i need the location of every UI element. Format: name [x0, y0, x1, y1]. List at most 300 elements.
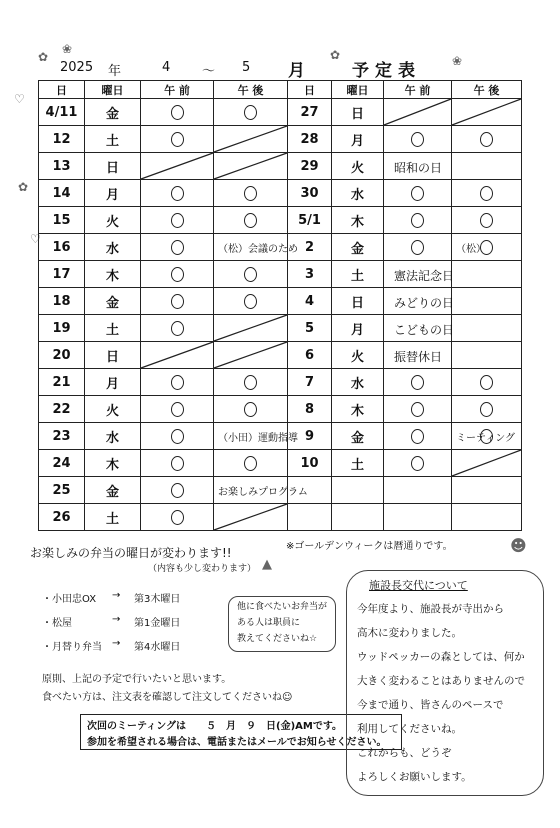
am-cell — [384, 504, 452, 531]
day-cell — [39, 207, 85, 234]
weekday-cell — [332, 261, 384, 288]
meeting-line: 参加を希望される場合は、電話またはメールでお知らせください。 — [87, 737, 387, 748]
weekday-cell — [85, 423, 141, 450]
schedule-row — [39, 342, 288, 369]
director-line: これからも、どうぞ — [357, 747, 452, 759]
day-cell — [39, 99, 85, 126]
lunch-heading: お楽しみの弁当の曜日が変わります!! — [30, 546, 232, 560]
weekday-cell — [85, 396, 141, 423]
available-circle — [171, 240, 184, 255]
weekday-label: 金 — [105, 106, 119, 122]
request-bubble — [228, 596, 336, 652]
weekday-cell — [332, 288, 384, 315]
weekday-cell — [332, 153, 384, 180]
day-cell — [288, 99, 332, 126]
schedule-row — [288, 180, 522, 207]
schedule-row — [288, 504, 522, 531]
day-cell — [39, 450, 85, 477]
col-day: 日 — [39, 81, 85, 99]
am-cell — [141, 450, 214, 477]
available-circle — [171, 456, 184, 471]
request-line: 他に食べたいお弁当が — [237, 602, 328, 612]
day-cell — [288, 342, 332, 369]
pm-cell — [214, 450, 288, 477]
weekday-cell — [332, 99, 384, 126]
pm-cell — [452, 180, 522, 207]
flower-icon: ✿ — [330, 48, 341, 62]
schedule-row — [288, 99, 522, 126]
am-cell — [141, 315, 214, 342]
day-label: 24 — [52, 455, 71, 471]
schedule-row — [39, 423, 288, 450]
director-line: 利用してくださいね。 — [357, 723, 462, 735]
col-weekday: 曜日 — [332, 81, 384, 99]
schedule-note: お楽しみプログラム — [218, 487, 308, 498]
day-cell — [39, 315, 85, 342]
available-circle — [480, 213, 493, 228]
am-cell — [384, 369, 452, 396]
am-cell — [384, 207, 452, 234]
available-circle — [171, 321, 184, 336]
available-circle — [244, 186, 257, 201]
schedule-row — [39, 234, 288, 261]
day-cell — [39, 234, 85, 261]
am-cell — [141, 504, 214, 531]
pm-cell — [214, 477, 308, 504]
available-circle — [171, 267, 184, 282]
day-cell — [288, 126, 332, 153]
director-line: よろしくお願いします。 — [357, 771, 472, 783]
vendor-day: 第4水曜日 — [134, 642, 181, 653]
vendor-name: ・小田忠OX — [42, 594, 97, 605]
onigiri-icon: ▲ — [262, 557, 272, 572]
month-from: 4 — [162, 60, 171, 75]
weekday-cell — [332, 180, 384, 207]
available-circle — [171, 402, 184, 417]
day-cell — [39, 153, 85, 180]
page-title: 予定表 — [352, 61, 421, 81]
pm-cell — [214, 207, 288, 234]
schedule-table-right — [287, 80, 522, 531]
schedule-row — [39, 99, 288, 126]
weekday-cell — [332, 315, 384, 342]
vendor-day: 第1金曜日 — [134, 618, 181, 629]
am-cell — [141, 180, 214, 207]
am-cell — [384, 153, 452, 180]
schedule-row — [288, 477, 522, 504]
available-circle — [244, 402, 257, 417]
vendor-arrow: → — [112, 590, 121, 601]
closed-slash — [214, 504, 287, 530]
day-cell — [288, 423, 332, 450]
pm-cell — [452, 477, 522, 504]
schedule-row — [39, 180, 288, 207]
schedule-row — [288, 153, 522, 180]
available-circle — [411, 456, 424, 471]
available-circle — [480, 132, 493, 147]
pm-cell — [214, 423, 298, 450]
am-cell — [141, 342, 214, 369]
available-circle — [411, 186, 424, 201]
weekday-label: 水 — [105, 430, 119, 446]
am-cell — [141, 207, 214, 234]
day-label: 10 — [300, 455, 319, 471]
available-circle — [411, 240, 424, 255]
pm-cell — [214, 288, 288, 315]
weekday-cell — [85, 207, 141, 234]
day-cell — [288, 153, 332, 180]
available-circle — [411, 132, 424, 147]
col-day: 日 — [288, 81, 332, 99]
weekday-label: 土 — [105, 511, 119, 527]
weekday-cell — [85, 504, 141, 531]
available-circle — [171, 105, 184, 120]
schedule-note: （松） — [456, 244, 486, 255]
schedule-row — [39, 396, 288, 423]
schedule-row — [39, 261, 288, 288]
schedule-header — [40, 58, 520, 80]
am-cell — [384, 423, 452, 450]
am-cell — [384, 315, 455, 342]
pm-cell — [452, 288, 522, 315]
day-cell — [39, 396, 85, 423]
schedule-row — [39, 153, 288, 180]
day-cell — [288, 207, 332, 234]
schedule-row — [288, 234, 522, 261]
day-label: 15 — [52, 212, 71, 228]
weekday-cell — [85, 315, 141, 342]
pm-cell — [214, 369, 288, 396]
schedule-row — [288, 396, 522, 423]
flower-icon: ❀ — [452, 54, 463, 68]
day-cell — [39, 477, 85, 504]
closed-slash — [384, 99, 451, 125]
day-label: 6 — [304, 347, 315, 363]
director-line: 高木に変わりました。 — [357, 627, 462, 639]
weekday-label: 金 — [105, 484, 119, 500]
request-line: 教えてくださいね☆ — [237, 634, 318, 644]
available-circle — [244, 213, 257, 228]
pm-cell — [452, 396, 522, 423]
director-line: 大きく変わることはありませんので — [357, 675, 525, 687]
available-circle — [171, 510, 184, 525]
schedule-row — [39, 369, 288, 396]
pm-cell — [214, 504, 288, 531]
available-circle — [171, 213, 184, 228]
am-cell — [141, 126, 214, 153]
weekday-label: 火 — [105, 214, 119, 230]
day-label: 30 — [300, 185, 319, 201]
closed-slash — [141, 153, 213, 179]
pm-cell — [214, 153, 288, 180]
closed-slash — [214, 315, 287, 341]
year: 2025 — [60, 60, 94, 75]
vendor-arrow: → — [112, 638, 121, 649]
weekday-cell — [332, 207, 384, 234]
col-am: 午 前 — [384, 81, 452, 99]
vendor-name: ・松屋 — [42, 618, 72, 629]
available-circle — [244, 105, 257, 120]
year-unit: 年 — [108, 64, 122, 79]
day-cell — [39, 288, 85, 315]
weekday-label: 金 — [350, 241, 364, 257]
pm-cell — [214, 315, 288, 342]
schedule-row — [39, 477, 288, 504]
weekday-label: 月 — [105, 187, 119, 203]
am-cell — [384, 261, 455, 288]
vendor-arrow: → — [112, 614, 121, 625]
am-cell — [141, 396, 214, 423]
weekday-label: 日 — [350, 106, 364, 122]
day-cell — [288, 396, 332, 423]
schedule-row — [39, 450, 288, 477]
schedule-table-left — [38, 80, 308, 531]
available-circle — [171, 294, 184, 309]
weekday-cell — [85, 288, 141, 315]
weekday-label: 木 — [350, 403, 364, 419]
day-label: 16 — [52, 239, 71, 255]
schedule-row — [288, 369, 522, 396]
col-am: 午 前 — [141, 81, 214, 99]
meeting-line: 次回のミーティングは ５ 月 ９ 日(金)AMです。 — [87, 721, 343, 732]
am-cell — [384, 477, 452, 504]
schedule-note: みどりの日 — [394, 296, 455, 310]
available-circle — [411, 429, 424, 444]
golden-week-note: ※ゴールデンウィークは暦通りです。 — [286, 541, 453, 552]
closed-slash — [214, 342, 287, 368]
am-cell — [384, 126, 452, 153]
flower-icon: ✿ — [38, 50, 49, 64]
month-unit: 月 — [288, 61, 305, 81]
day-cell — [288, 180, 332, 207]
schedule-note: 憲法記念日 — [394, 269, 455, 283]
pm-cell — [452, 153, 522, 180]
pm-cell — [452, 423, 522, 450]
weekday-cell — [85, 261, 141, 288]
weekday-cell — [85, 99, 141, 126]
day-label: 2 — [304, 239, 315, 255]
am-cell — [141, 369, 214, 396]
day-cell — [288, 288, 332, 315]
schedule-note: こどもの日 — [394, 323, 455, 337]
pm-cell — [214, 342, 288, 369]
tilde: ～ — [202, 64, 216, 79]
pm-cell — [452, 315, 522, 342]
available-circle — [171, 186, 184, 201]
schedule-row — [288, 261, 522, 288]
flower-icon: ✿ — [18, 180, 29, 194]
day-label: 29 — [300, 158, 319, 174]
heart-icon: ♡ — [30, 232, 41, 246]
schedule-row — [288, 207, 522, 234]
day-cell — [39, 369, 85, 396]
weekday-label: 日 — [105, 349, 119, 365]
weekday-cell — [332, 234, 384, 261]
day-label: 26 — [52, 509, 71, 525]
weekday-cell — [332, 126, 384, 153]
weekday-cell — [85, 153, 141, 180]
day-label: 7 — [304, 374, 315, 390]
closed-slash — [214, 126, 287, 152]
day-label: 5/1 — [298, 212, 321, 228]
director-change-notice — [346, 570, 544, 796]
col-pm: 午 後 — [452, 81, 522, 99]
day-cell — [39, 180, 85, 207]
am-cell — [384, 234, 452, 261]
day-cell — [288, 261, 332, 288]
pm-cell — [452, 207, 522, 234]
schedule-note: （松）会議のため — [218, 244, 298, 255]
schedule-row — [288, 288, 522, 315]
pm-cell — [214, 261, 288, 288]
day-label: 23 — [52, 428, 71, 444]
schedule-note: 昭和の日 — [394, 161, 443, 175]
available-circle — [171, 375, 184, 390]
schedule-row — [39, 504, 288, 531]
am-cell — [384, 99, 452, 126]
day-label: 8 — [304, 401, 315, 417]
weekday-label: 金 — [105, 295, 119, 311]
day-cell — [288, 234, 332, 261]
am-cell — [384, 288, 455, 315]
am-cell — [141, 288, 214, 315]
heart-icon: ♡ — [14, 92, 25, 106]
weekday-cell — [85, 234, 141, 261]
day-label: 18 — [52, 293, 71, 309]
weekday-cell — [332, 450, 384, 477]
day-label: 5 — [304, 320, 315, 336]
weekday-label: 月 — [350, 133, 364, 149]
schedule-row — [39, 288, 288, 315]
am-cell — [384, 342, 452, 369]
month-to: 5 — [242, 60, 251, 75]
pm-cell — [214, 99, 288, 126]
pm-cell — [214, 126, 288, 153]
schedule-row — [39, 126, 288, 153]
weekday-cell — [332, 477, 384, 504]
weekday-cell — [332, 423, 384, 450]
weekday-cell — [85, 369, 141, 396]
day-label: 13 — [52, 158, 71, 174]
day-label: 9 — [304, 428, 315, 444]
schedule-note: （小田）運動指導 — [218, 433, 298, 444]
lunch-subheading: （内容も少し変わります） — [148, 564, 257, 574]
character-icon: ☻ — [510, 536, 527, 555]
pm-cell — [452, 369, 522, 396]
pm-cell — [452, 99, 522, 126]
day-label: 21 — [52, 374, 71, 390]
director-title: 施設長交代について — [369, 579, 468, 592]
day-cell — [39, 423, 85, 450]
weekday-label: 日 — [105, 160, 119, 176]
pm-cell — [214, 234, 298, 261]
schedule-row — [288, 126, 522, 153]
weekday-label: 土 — [350, 268, 364, 284]
weekday-label: 土 — [350, 457, 364, 473]
weekday-cell — [332, 396, 384, 423]
weekday-cell — [85, 477, 141, 504]
pm-cell — [214, 180, 288, 207]
available-circle — [244, 456, 257, 471]
available-circle — [244, 375, 257, 390]
day-label: 12 — [52, 131, 71, 147]
weekday-cell — [85, 126, 141, 153]
am-cell — [384, 450, 452, 477]
day-label: 4 — [304, 293, 315, 309]
weekday-label: 日 — [350, 295, 364, 311]
day-label: 20 — [52, 347, 71, 363]
vendor-name: ・月替り弁当 — [42, 642, 102, 653]
weekday-label: 火 — [350, 160, 364, 176]
day-label: 14 — [52, 185, 71, 201]
closed-slash — [141, 342, 213, 368]
day-label: 25 — [52, 482, 71, 498]
am-cell — [141, 99, 214, 126]
weekday-label: 月 — [105, 376, 119, 392]
available-circle — [411, 402, 424, 417]
principle-line: 原則、上記の予定で行いたいと思います。 — [42, 674, 232, 685]
schedule-row — [288, 315, 522, 342]
weekday-cell — [85, 180, 141, 207]
closed-slash — [214, 153, 287, 179]
pm-cell — [452, 342, 522, 369]
day-cell — [39, 342, 85, 369]
available-circle — [411, 375, 424, 390]
weekday-label: 木 — [105, 268, 119, 284]
day-label: 4/11 — [45, 104, 78, 120]
available-circle — [480, 375, 493, 390]
pm-cell — [214, 396, 288, 423]
am-cell — [384, 180, 452, 207]
director-line: 今まで通り、皆さんのペースで — [357, 699, 504, 711]
weekday-label: 月 — [350, 322, 364, 338]
day-label: 3 — [304, 266, 315, 282]
available-circle — [171, 429, 184, 444]
closed-slash — [452, 99, 521, 125]
day-label: 22 — [52, 401, 71, 417]
weekday-cell — [85, 450, 141, 477]
flower-icon: ❀ — [62, 42, 73, 56]
weekday-label: 木 — [350, 214, 364, 230]
available-circle — [244, 294, 257, 309]
schedule-row — [288, 423, 522, 450]
closed-slash — [452, 450, 521, 476]
weekday-label: 木 — [105, 457, 119, 473]
weekday-cell — [332, 504, 384, 531]
am-cell — [384, 396, 452, 423]
schedule-note: ミーティング — [456, 433, 515, 444]
col-weekday: 曜日 — [85, 81, 141, 99]
pm-cell — [452, 261, 522, 288]
day-cell — [39, 126, 85, 153]
weekday-label: 火 — [350, 349, 364, 365]
weekday-cell — [332, 342, 384, 369]
vendor-day: 第3木曜日 — [134, 594, 181, 605]
pm-cell — [452, 504, 522, 531]
weekday-label: 土 — [105, 322, 119, 338]
weekday-label: 水 — [105, 241, 119, 257]
weekday-cell — [85, 342, 141, 369]
available-circle — [171, 483, 184, 498]
day-label: 19 — [52, 320, 71, 336]
day-label: 28 — [300, 131, 319, 147]
weekday-label: 火 — [105, 403, 119, 419]
director-line: ウッドペッカーの森としては、何か — [357, 651, 525, 663]
day-label: 17 — [52, 266, 71, 282]
day-cell — [39, 261, 85, 288]
schedule-row — [288, 342, 522, 369]
schedule-row — [39, 207, 288, 234]
